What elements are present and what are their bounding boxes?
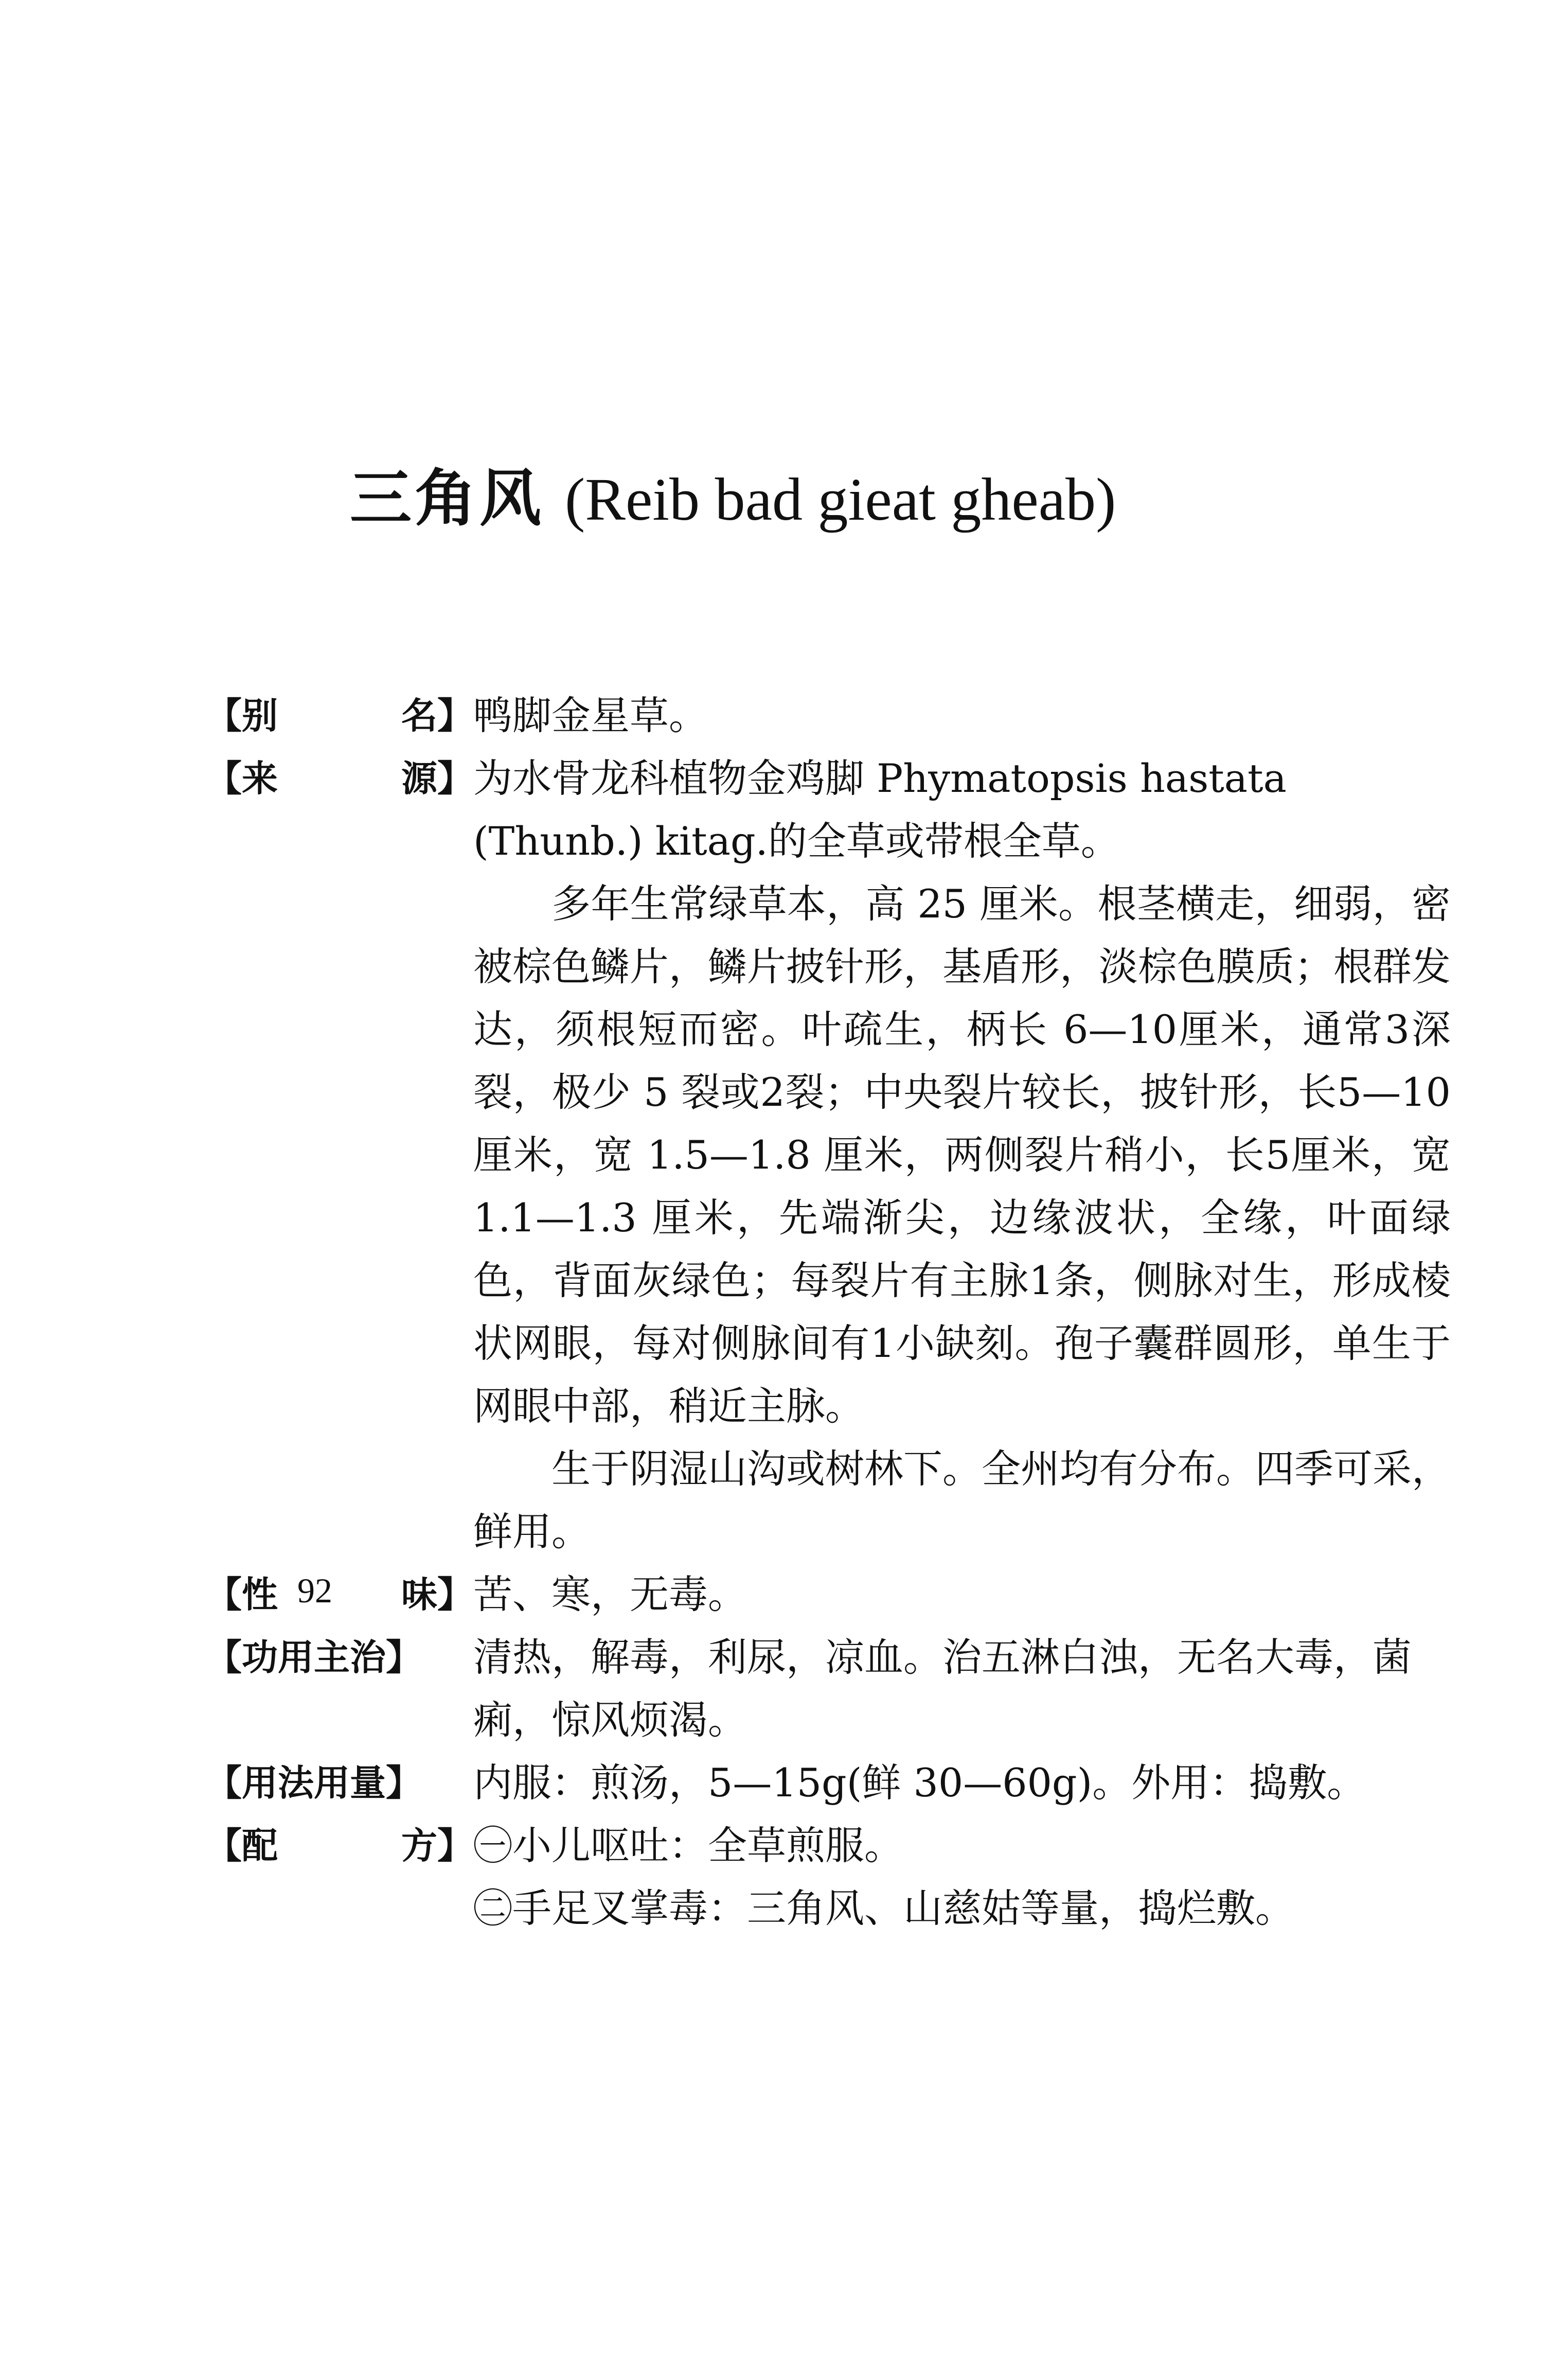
label-alias-close: 名】 xyxy=(401,695,473,737)
formula-item-2: ㊁手足叉掌毒：三角风、山慈姑等量，捣烂敷。 xyxy=(473,1885,1294,1931)
label-formula xyxy=(206,1814,473,1877)
label-formula-close: 方】 xyxy=(401,1825,473,1867)
entry-formula xyxy=(206,1814,1451,1940)
label-usage: 【用法用量】 xyxy=(206,1762,422,1804)
entry-usage xyxy=(206,1752,1451,1814)
page-title xyxy=(350,463,1116,535)
title-latin: (Reib bad gieat gheab) xyxy=(565,466,1116,533)
label-nature-open: 【性 xyxy=(206,1574,278,1616)
usage-text: 内服：煎汤，5—15g(鲜 30—60g)。外用：捣敷。 xyxy=(473,1760,1366,1806)
label-alias-open: 【别 xyxy=(206,695,278,737)
formula-body xyxy=(473,1814,1451,1940)
label-nature xyxy=(206,1563,473,1626)
source-line-1: 为水骨龙科植物金鸡脚 Phymatopsis hastata xyxy=(473,755,1287,801)
label-source xyxy=(206,747,473,810)
label-formula-open: 【配 xyxy=(206,1825,278,1867)
entry-function xyxy=(206,1626,1451,1752)
label-alias xyxy=(206,684,473,747)
label-source-open: 【来 xyxy=(206,757,278,800)
source-body xyxy=(473,747,1451,1563)
formula-item-1: ㊀小儿呕吐：全草煎服。 xyxy=(473,1823,903,1868)
source-line-2: (Thunb.) kitag.的全草或带根全草。 xyxy=(473,818,1120,864)
label-nature-close: 味】 xyxy=(401,1574,473,1616)
entry-source xyxy=(206,747,1451,1563)
title-chinese: 三角风 xyxy=(350,463,544,535)
entry-list xyxy=(206,684,1451,1940)
entry-alias xyxy=(206,684,1451,747)
label-source-close: 源】 xyxy=(401,757,473,800)
source-description: 多年生常绿草本，高 25 厘米。根茎横走，细弱，密被棕色鳞片，鳞片披针形，基盾形，淡棕色膜质；根群发达，须根短而密。叶疏生，柄长 6—10厘米，通常3深裂，极少 5 裂或2裂；中央裂片较长，披针形，长5—10厘米，宽 1.5—1.8 厘米，两侧裂片稍小，长5厘米，宽 1.1—1.3 厘米，先端渐尖，边缘波状，全缘，叶面绿色，背面灰绿色；每裂片有主脉1条，侧脉对生，形成棱状网眼，每对侧脉间有1小缺刻。孢子囊群圆形，单生于网眼中部，稍近主脉。 xyxy=(473,881,1451,1429)
alias-text: 鸭脚金星草。 xyxy=(473,693,708,738)
label-function: 【功用主治】 xyxy=(206,1636,422,1678)
entry-nature xyxy=(206,1563,1451,1626)
source-habitat: 生于阴湿山沟或树林下。全州均有分布。四季可采，鲜用。 xyxy=(473,1446,1451,1554)
function-text: 清热，解毒，利尿，凉血。治五淋白浊，无名大毒，菌痢，惊风烦渴。 xyxy=(473,1634,1412,1743)
page-number: 92 xyxy=(297,1571,332,1610)
nature-text: 苦、寒，无毒。 xyxy=(473,1571,747,1617)
